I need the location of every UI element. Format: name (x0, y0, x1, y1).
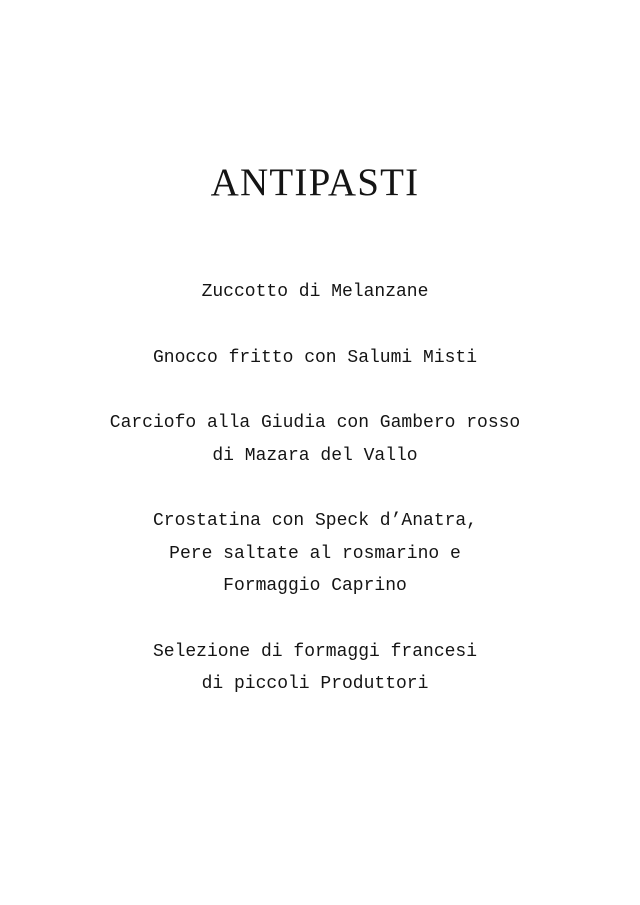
menu-item-line: Crostatina con Speck d’Anatra, (152, 511, 478, 531)
menu-item-zuccotto (0, 276, 630, 309)
section-title: ANTIPASTI (210, 161, 420, 204)
menu-item-line: Carciofo alla Giudia con Gambero rosso (109, 413, 521, 433)
menu-item-line: Zuccotto di Melanzane (201, 282, 429, 302)
menu-item-line: di Mazara del Vallo (212, 445, 418, 466)
menu-item-line: di piccoli Produttori (201, 674, 429, 694)
menu-item-formaggi (0, 636, 630, 701)
menu-item-line: Formaggio Caprino (223, 576, 407, 596)
menu-item-gnocco-fritto (0, 342, 630, 375)
menu-item-carciofo (0, 407, 630, 472)
menu-item-line: Gnocco fritto con Salumi Misti (152, 347, 478, 368)
menu-item-line: Pere saltate al rosmarino e (169, 543, 461, 564)
menu-item-crostatina (0, 505, 630, 603)
menu-list (0, 276, 630, 701)
menu-item-line: Selezione di formaggi francesi (152, 641, 478, 662)
